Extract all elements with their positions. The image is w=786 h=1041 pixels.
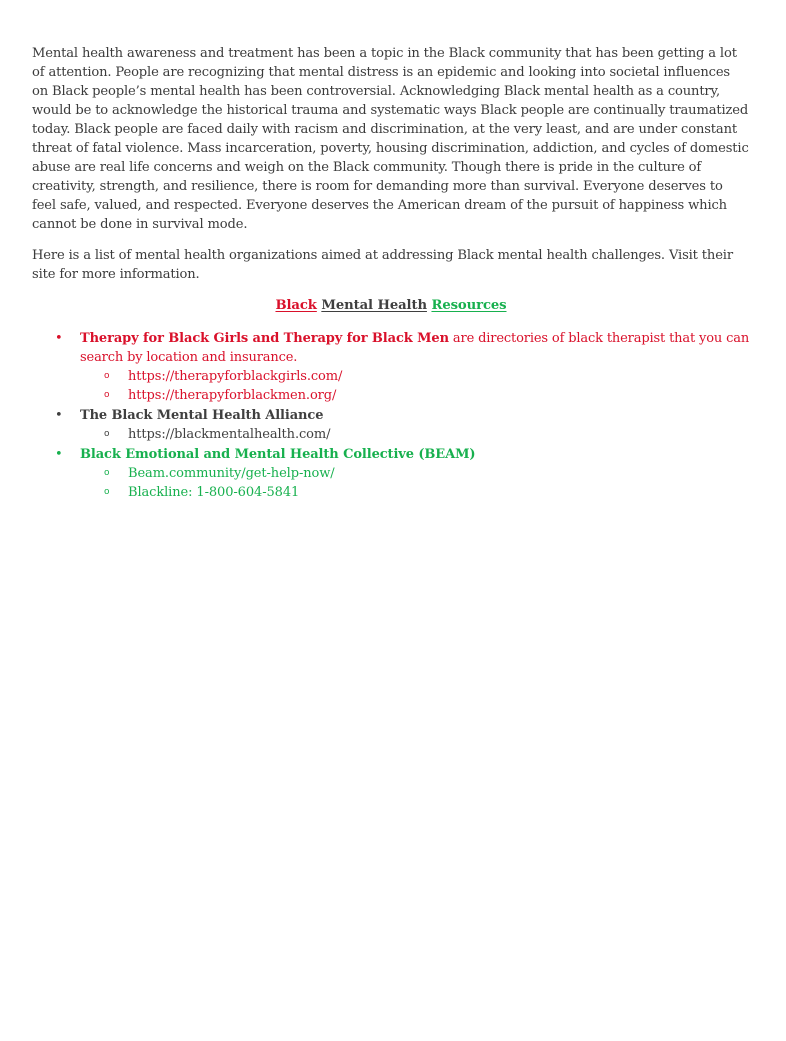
heading-word-resources: Resources [431, 298, 507, 313]
resource-links [80, 367, 750, 405]
resources-heading [32, 296, 750, 315]
resource-link[interactable] [80, 483, 750, 502]
circle-bullet-icon: o [104, 468, 110, 478]
link-text[interactable]: Blackline: 1-800-604-5841 [128, 485, 300, 500]
circle-bullet-icon: o [104, 390, 110, 400]
resource-link[interactable] [80, 386, 750, 405]
resource-link[interactable] [80, 425, 750, 444]
bullet-icon: • [55, 408, 63, 423]
resource-links [80, 425, 750, 444]
circle-bullet-icon: o [104, 371, 110, 381]
circle-bullet-icon: o [104, 487, 110, 497]
organizations-paragraph: Here is a list of mental health organizations aimed at addressing Black mental health challenges. Visit their site for more information. [32, 248, 733, 282]
circle-bullet-icon: o [104, 429, 110, 439]
resource-item-therapy [32, 329, 750, 405]
resource-link[interactable] [80, 367, 750, 386]
resource-description: are directories of black therapist that you can search by location and insurance. [80, 331, 750, 365]
resource-name: The Black Mental Health Alliance [80, 408, 324, 423]
heading-word-mental-health: Mental Health [321, 298, 427, 313]
bullet-icon: • [55, 447, 63, 462]
link-text[interactable]: https://therapyforblackgirls.com/ [128, 369, 343, 384]
resource-item-alliance [32, 406, 750, 444]
resource-item-beam [32, 445, 750, 502]
resources-list [32, 329, 750, 502]
resource-link[interactable] [80, 464, 750, 483]
link-text[interactable]: Beam.community/get-help-now/ [128, 466, 335, 481]
intro-paragraph: Mental health awareness and treatment has been a topic in the Black community that has been getting a lot of attention. People are recognizing that mental distress is an epidemic and looking into societal influences on Black people’s mental health has been controversial. Acknowledging Black mental health as a country, would be to acknowledge the historical trauma and systematic ways Black people are continually traumatized today. Black people are faced daily with racism and discrimination, at the very least, and are under constant threat of fatal violence. Mass incarceration, poverty, housing discrimination, addiction, and cycles of domestic abuse are real life concerns and weigh on the Black community. Though there is pride in the culture of creativity, strength, and resilience, there is room for demanding more than survival. Everyone deserves to feel safe, valued, and respected. Everyone deserves the American dream of the pursuit of happiness which cannot be done in survival mode. [32, 46, 749, 232]
resource-links [80, 464, 750, 502]
link-text[interactable]: https://blackmentalhealth.com/ [128, 427, 331, 442]
bullet-icon: • [55, 331, 63, 346]
document-page [32, 44, 750, 503]
link-text[interactable]: https://therapyforblackmen.org/ [128, 388, 337, 403]
heading-word-black: Black [275, 298, 317, 313]
resource-name: Therapy for Black Girls and Therapy for Black Men [80, 331, 449, 346]
resource-name: Black Emotional and Mental Health Collective (BEAM) [80, 447, 476, 462]
